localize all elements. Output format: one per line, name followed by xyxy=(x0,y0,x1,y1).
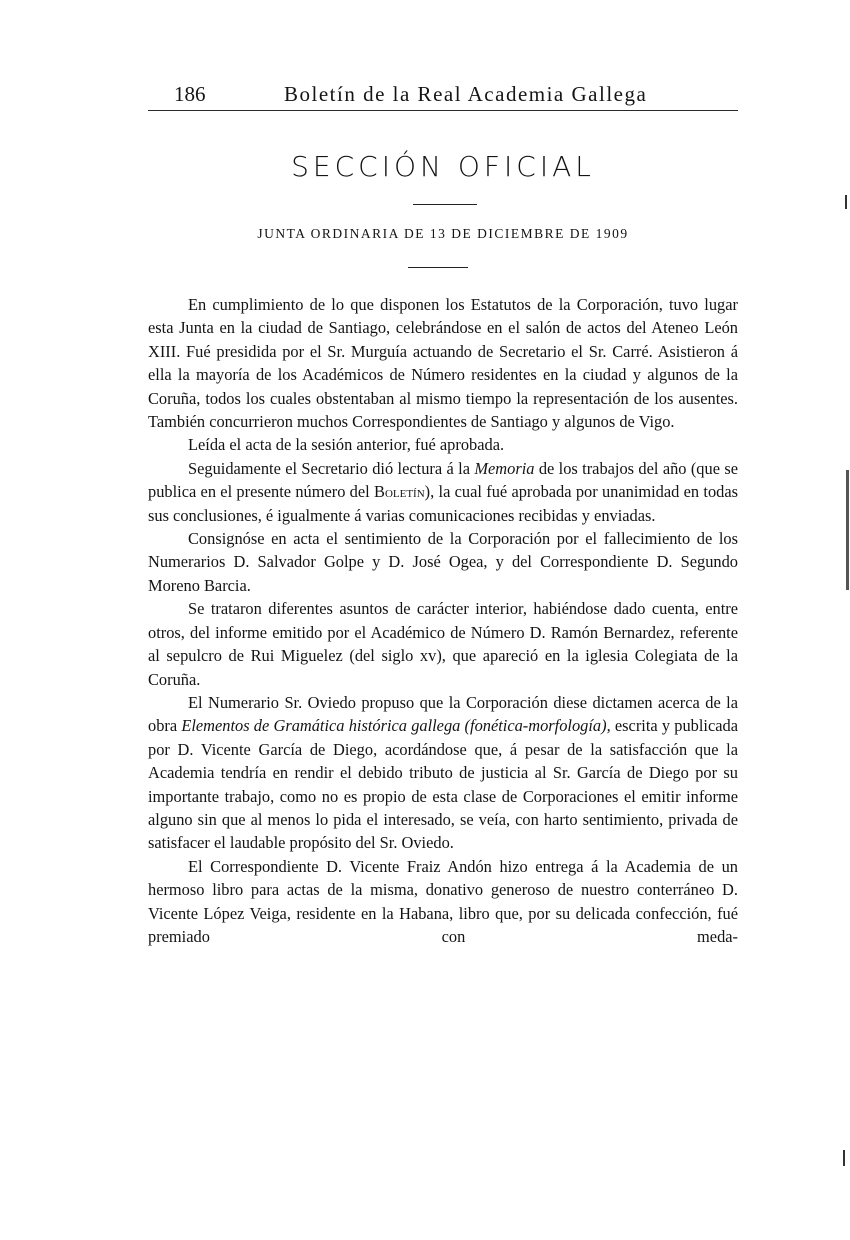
paragraph-text: Seguidamente el Secretario dió lectura á la xyxy=(188,458,475,478)
page-number: 186 xyxy=(174,82,206,106)
paragraph-attendance: En cumplimiento de lo que disponen los Estatutos de la Corporación, tuvo lugar esta Junta en la ciudad de Santiago, celebrándose en el salón de actos del Ateneo León XIII. Fué presidida por el Sr. Murguía actuando de Secretario el Sr. Carré. Asistieron á ella la mayoría de los Académicos de Número residentes en la ciudad y algunos de la Coruña, todos los cuales obstentaban al mismo tiempo la representación de los ausentes. También concurrieron muchos Correspondientes de Santiago y algunos de Vigo. xyxy=(148,295,738,432)
paragraph-text: El Numerario Sr. Oviedo propuso que la Corporación diese dictamen acerca de la obra xyxy=(148,692,738,736)
boletin-name: Boletín xyxy=(374,482,425,502)
paragraph-text: escrita y publicada por D. Vicente García de Diego, acordándose que, á pesar de la satisfacción que la Academia tendría en rendir el debido tributo de justicia al Sr. García de Diego por su importante trabajo, como no es propio de esta clase de Corporaciones el emitir informe alguno sin que al menos lo pida el interesado, se veía, con harto sentimiento, privada de satisfacer el laudable propósito del Sr. Oviedo. xyxy=(148,716,738,853)
subtitle-divider xyxy=(408,267,468,268)
paragraph-donation: El Correspondiente D. Vicente Fraiz Andón hizo entrega á la Academia de un hermoso libro para actas de la misma, donativo generoso de nuestro conterráneo D. Vicente López Veiga, residente en la Habana, libro que, por su delicada confección, fué premiado con meda- xyxy=(148,856,738,946)
body-text xyxy=(148,293,738,948)
meeting-subtitle: JUNTA ORDINARIA DE 13 DE DICIEMBRE DE 1909 xyxy=(257,226,629,241)
paragraph-text: ), la cual fué aprobada por unanimidad en todas sus conclusiones, é igualmente á varias comunicaciones recibidas y enviadas. xyxy=(148,482,739,525)
scan-mark xyxy=(843,1150,845,1166)
work-title: Elementos de Gramática histórica gallega (fonética-morfología), xyxy=(181,716,611,736)
paragraph-minutes-approved: Leída el acta de la sesión anterior, fué aprobada. xyxy=(188,435,505,455)
running-title: Boletín de la Real Academia Gallega xyxy=(284,82,648,106)
memoria-title: Memoria xyxy=(474,458,535,478)
scan-mark xyxy=(846,470,849,590)
paragraph-memoria xyxy=(148,457,738,527)
scan-mark xyxy=(845,195,847,209)
paragraph-oviedo-proposal xyxy=(148,691,738,855)
paragraph-condolences: Consignóse en acta el sentimiento de la Corporación por el fallecimiento de los Numerarios D. Salvador Golpe y D. José Ogea, y del Correspondiente D. Segundo Moreno Barcia. xyxy=(148,529,738,595)
paragraph-internal-matters: Se trataron diferentes asuntos de carácter interior, habiéndose dado cuenta, entre otros, del informe emitido por el Académico de Número D. Ramón Bernardez, referente al sepulcro de Rui Miguelez (del siglo xv), que apareció en la iglesia Colegiata de la Coruña. xyxy=(148,599,738,689)
paragraph-text: de los trabajos del año (que se publica en el presente número del xyxy=(148,458,739,502)
title-divider xyxy=(413,204,477,205)
section-title: SECCIÓN OFICIAL xyxy=(291,150,595,183)
running-header xyxy=(148,80,738,111)
